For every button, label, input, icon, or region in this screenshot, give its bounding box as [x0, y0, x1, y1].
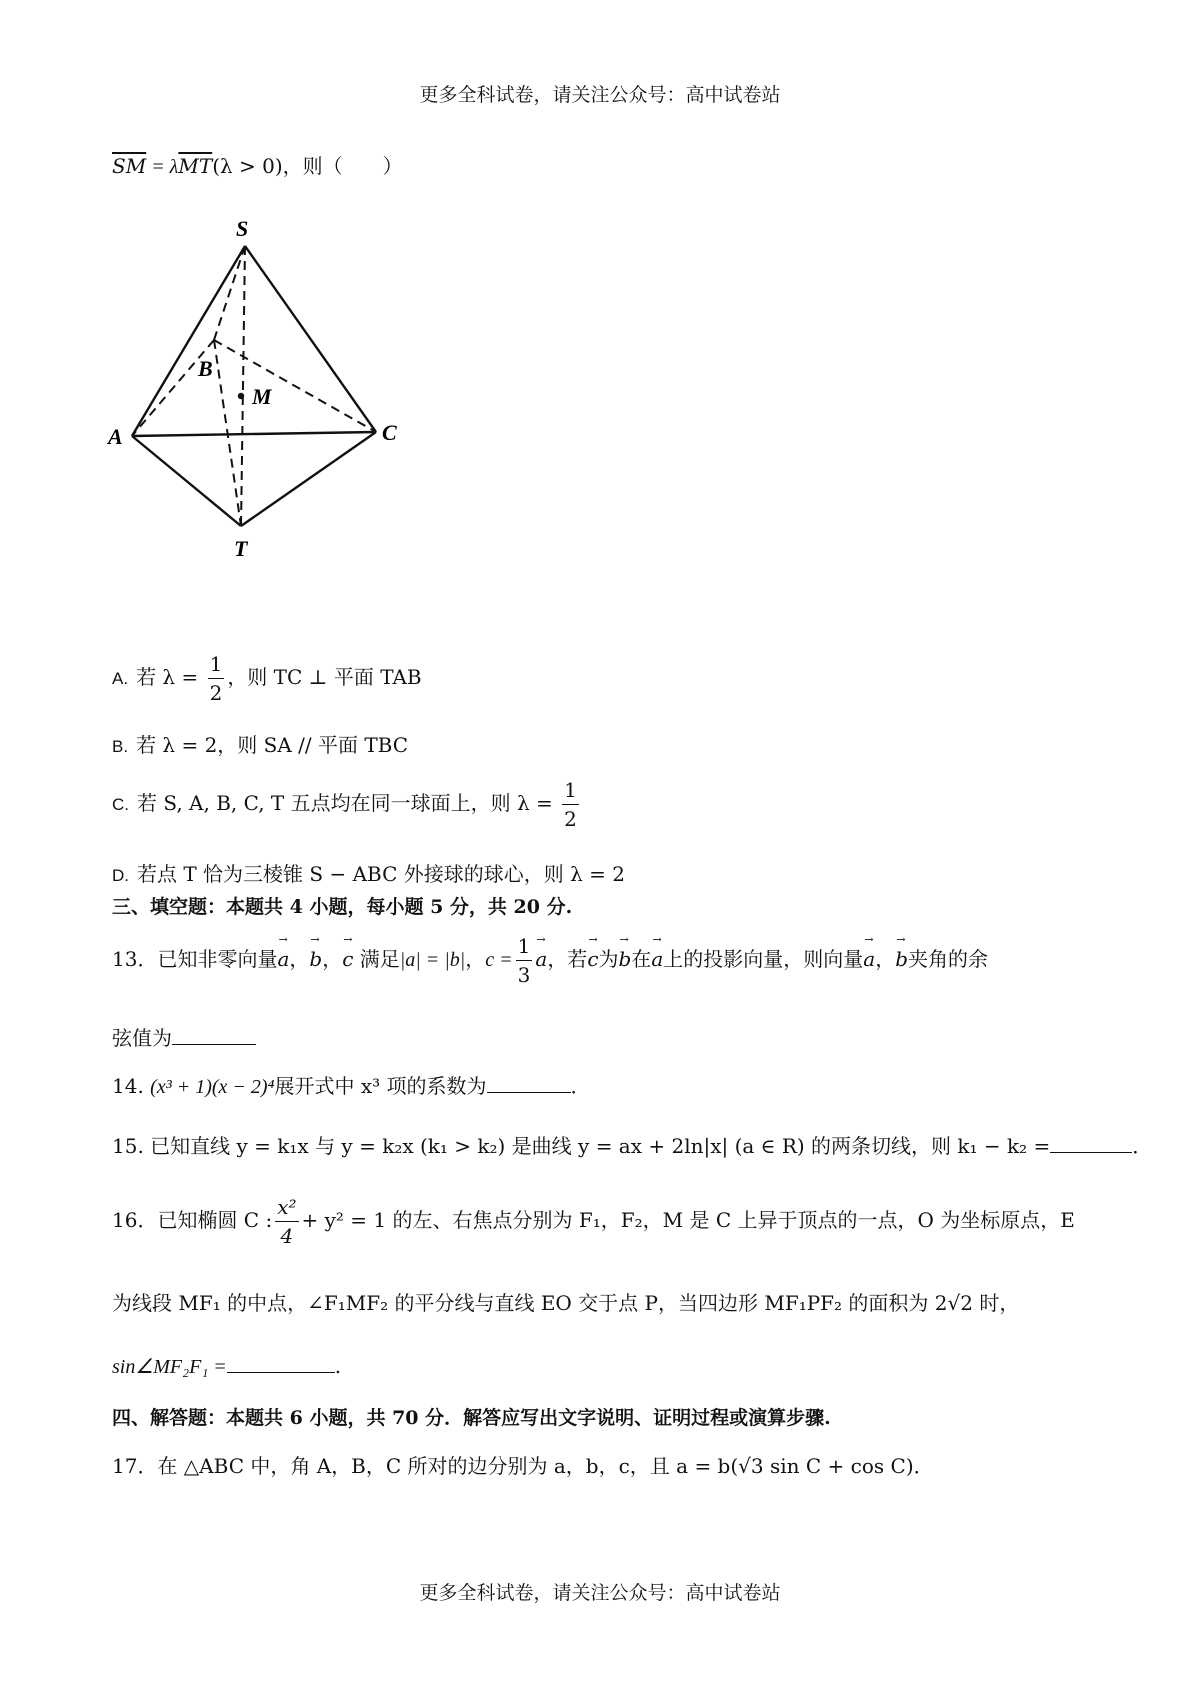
option-b: B. 若 λ = 2，则 SA // 平面 TBC [112, 733, 409, 757]
label-s: S [236, 216, 249, 241]
edge-ac [132, 432, 376, 436]
edge-sa [132, 246, 245, 436]
question-14: 14. (x³ + 1)(x − 2)⁴展开式中 x³ 项的系数为 ． [112, 1074, 591, 1098]
question-17: 17．在 △ABC 中，角 A，B，C 所对的边分别为 a，b，c，且 a = b(√3 sin C + cos C)． [112, 1454, 934, 1478]
question-16-line2: 为线段 MF₁ 的中点，∠F₁MF₂ 的平分线与直线 EO 交于点 P，当四边形 MF₁PF₂ 的面积为 2√2 时， [112, 1291, 1020, 1315]
edge-st [241, 246, 245, 526]
question-13-line2: 弦值为 [112, 1022, 256, 1051]
answer-blank-16[interactable] [227, 1352, 335, 1373]
edge-ab [132, 340, 214, 436]
edge-bt [214, 340, 241, 526]
q12-cond: (λ > 0)，则（ ） [212, 154, 403, 178]
edge-at [132, 436, 241, 526]
label-m: M [252, 384, 272, 409]
answer-blank-13[interactable] [172, 1024, 256, 1045]
answer-blank-14[interactable] [487, 1072, 571, 1093]
option-c: C. 若 S, A, B, C, T 五点均在同一球面上，则 λ = $\frac{1}{2}$ [112, 778, 577, 831]
answer-blank-15[interactable] [1050, 1132, 1132, 1153]
label-a: A [108, 424, 123, 449]
vector-mt: $\overline{MT}$ [178, 154, 213, 178]
label-c: C [382, 420, 397, 445]
vector-sm: $\overline{SM}$ [112, 154, 147, 178]
option-a: A. 若 λ = $\frac{1}{2}$ ，则 TC ⊥ 平面 TAB [112, 652, 422, 705]
section-solve-heading: 四、解答题：本题共 6 小题，共 70 分．解答应写出文字说明、证明过程或演算步骤. [112, 1407, 831, 1429]
question-16-line3: sin∠MF₂F₁ = . [112, 1354, 342, 1378]
page-footer: 更多全科试卷，请关注公众号：高中试卷站 [419, 1582, 781, 1604]
bipyramid-figure [100, 210, 420, 570]
question-15: 15. 已知直线 y = k₁x 与 y = k₂x (k₁ > k₂) 是曲线 y = ax + 2ln|x| (a ∈ R) 的两条切线，则 k₁ − k₂ = ． [112, 1134, 1153, 1158]
q12-eq: = λ [146, 156, 179, 178]
option-d: D. 若点 T 恰为三棱锥 S − ABC 外接球的球心，则 λ = 2 [112, 862, 625, 886]
page-header: 更多全科试卷，请关注公众号：高中试卷站 [419, 84, 781, 106]
section-fill-in-heading: 三、填空题：本题共 4 小题，每小题 5 分，共 20 分. [112, 896, 573, 918]
question-16: 16．已知椭圆 C : $\frac{\text{x²}}{4}$ + y² = 1 的左、右焦点分别为 F₁，F₂，M 是 C 上异于顶点的一点，O 为坐标原点，E [112, 1195, 1075, 1248]
edge-ct [241, 432, 376, 526]
label-t: T [234, 536, 248, 561]
edge-bc [214, 340, 376, 432]
question-13: 13．已知非零向量→ a，→ b，→ c 满足|a| = |b|，c = $\frac{1}{3}$ → a，若→ c为→ b在→ a上的投影向量，则向量→ a，→ b夹角的余 [112, 932, 988, 989]
q12-condition [112, 150, 403, 179]
point-m [238, 393, 244, 399]
edge-sb [214, 246, 245, 340]
label-b: B [198, 356, 213, 381]
